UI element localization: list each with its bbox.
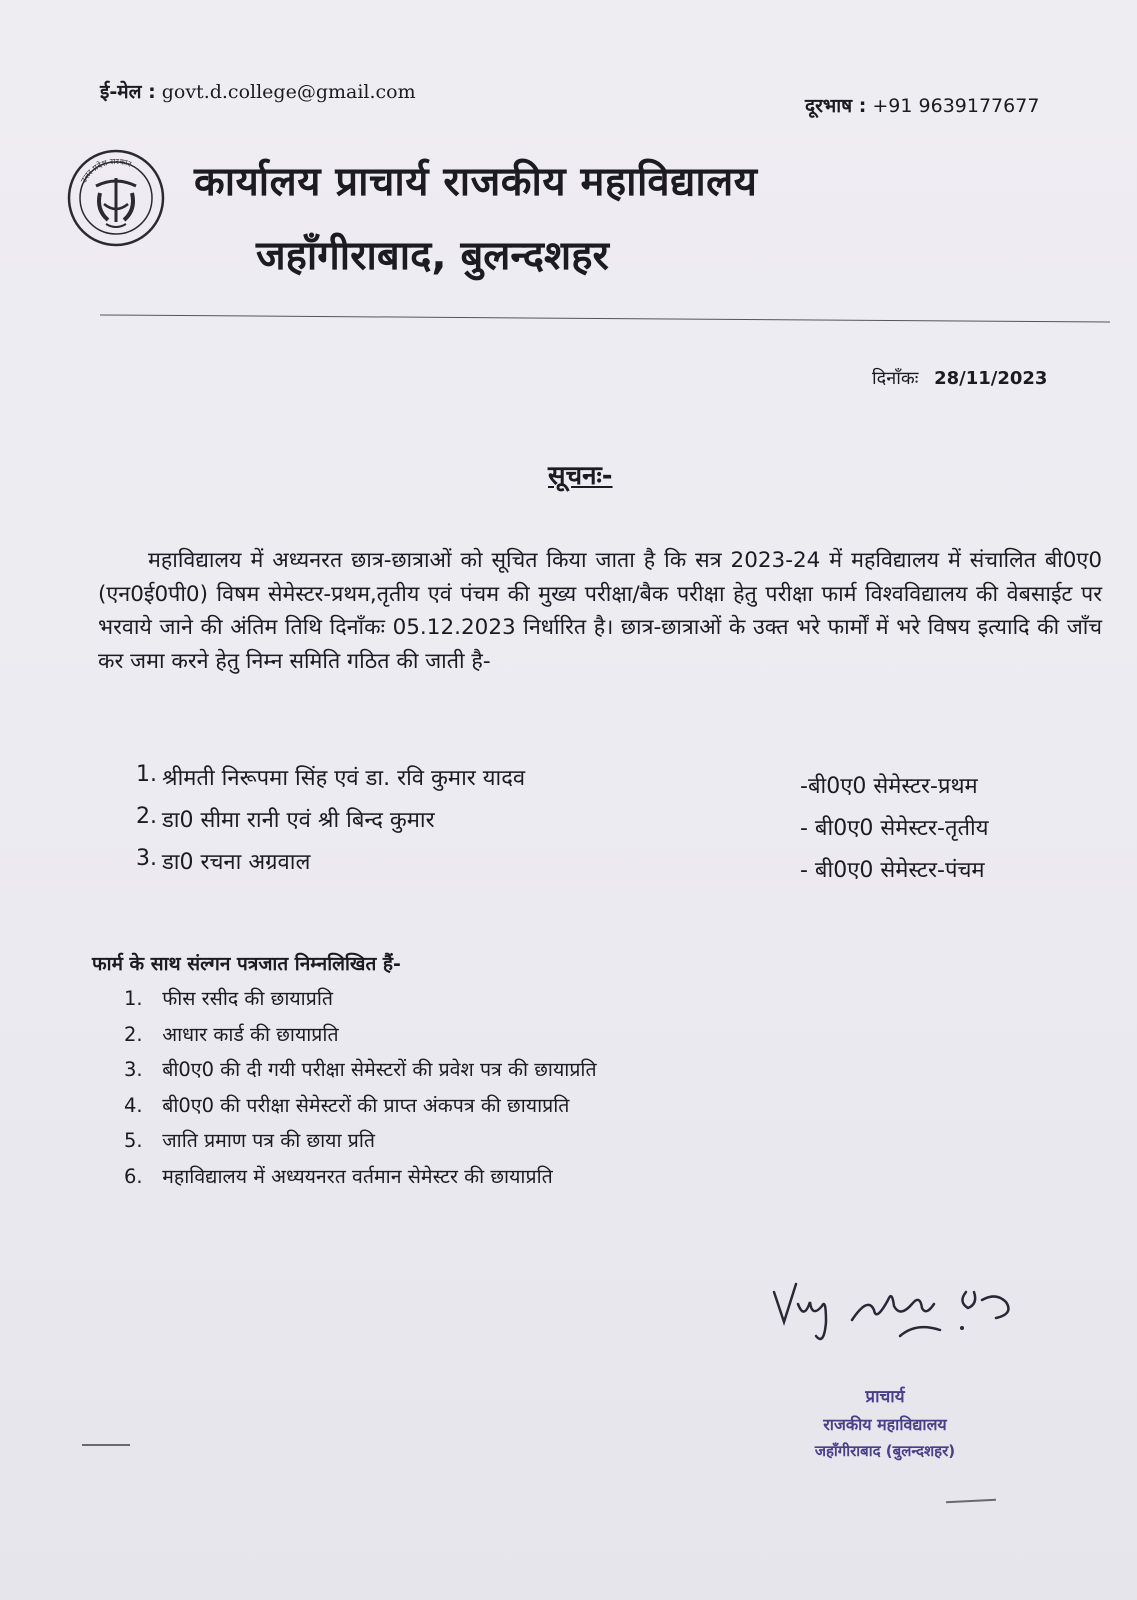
notice-title: सूचनः- (548, 461, 613, 491)
list-item-text: आधार कार्ड की छायाप्रति (162, 1022, 339, 1046)
list-item-text: जाति प्रमाण पत्र की छाया प्रति (162, 1129, 375, 1152)
list-item (124, 1055, 597, 1091)
committee-row (136, 762, 1056, 804)
list-item (124, 1091, 597, 1127)
principal-stamp (770, 1384, 1000, 1461)
committee-number: 2. (136, 804, 157, 829)
list-item-number: 4. (124, 1093, 143, 1117)
stamp-designation: प्राचार्य (865, 1387, 905, 1407)
phone-value: +91 9639177677 (872, 95, 1040, 117)
margin-mark (946, 1499, 996, 1504)
list-item (124, 1020, 597, 1056)
up-government-emblem-icon (66, 148, 166, 248)
email-value: govt.d.college@gmail.com (161, 81, 416, 103)
list-item-number: 5. (124, 1129, 143, 1152)
enclosures-list (124, 984, 597, 1197)
date-label: दिनाँकः (872, 368, 919, 389)
date-line (872, 366, 1047, 390)
list-item (124, 1162, 597, 1198)
committee-semester: - बी0ए0 सेमेस्टर-पंचम (800, 858, 985, 883)
list-item (124, 1126, 597, 1162)
list-item (124, 984, 597, 1020)
committee-number: 3. (136, 846, 157, 871)
committee-semester: - बी0ए0 सेमेस्टर-तृतीय (800, 816, 989, 841)
phone-label: दूरभाष : (805, 95, 867, 117)
date-value: 28/11/2023 (934, 368, 1048, 389)
committee-row (136, 804, 1056, 846)
list-item-number: 6. (124, 1164, 143, 1188)
office-title: कार्यालय प्राचार्य राजकीय महाविद्यालय (194, 159, 758, 205)
list-item-number: 2. (124, 1022, 143, 1046)
office-location: जहाँगीराबाद, बुलन्दशहर (256, 233, 609, 279)
committee-number: 1. (136, 762, 157, 787)
list-item-text: महाविद्यालय में अध्ययनरत वर्तमान सेमेस्टर की छायाप्रति (162, 1164, 553, 1188)
phone-line (805, 92, 1039, 118)
committee-row (136, 846, 1056, 888)
emblem-text: उत्तर प्रदेश सरकार (79, 156, 133, 185)
list-item-text: बी0ए0 की दी गयी परीक्षा सेमेस्टरों की प्रवेश पत्र की छायाप्रति (162, 1058, 597, 1081)
committee-members: श्रीमती निरूपमा सिंह एवं डा. रवि कुमार यादव (162, 766, 526, 791)
committee-members: डा0 सीमा रानी एवं श्री बिन्द कुमार (162, 808, 435, 833)
list-item-number: 3. (124, 1058, 143, 1081)
stamp-institution: राजकीय महाविद्यालय (823, 1415, 947, 1434)
list-item-text: बी0ए0 की परीक्षा सेमेस्टरों की प्राप्त अंकपत्र की छायाप्रति (162, 1093, 570, 1117)
principal-signature (770, 1262, 1040, 1362)
list-item-number: 1. (124, 987, 143, 1010)
committee-list (136, 762, 1056, 888)
margin-mark (82, 1444, 130, 1446)
enclosures-heading: फार्म के साथ संल्गन पत्रजात निम्नलिखित हैं- (92, 953, 401, 975)
email-line (100, 78, 416, 104)
notice-body: महाविद्यालय में अध्यनरत छात्र-छात्राओं को सूचित किया जाता है कि सत्र 2023-24 में महविद्यालय में संचालित बी0ए0 (एन0ई0पी0) विषम सेमेस्टर-प्रथम,तृतीय एवं पंचम की मुख्य परीक्षा/बैक परीक्षा हेतु परीक्षा फार्म विश्वविद्यालय की वेबसाईट पर भरवाये जाने की अंतिम तिथि दिनाँकः 05.12.2023 निर्धारित है। छात्र-छात्राओं के उक्त भरे फार्मों में भरे विषय इत्यादि की जाँच कर जमा करने हेतु निम्न समिति गठित की जाती है- (98, 548, 1102, 674)
committee-semester: -बी0ए0 सेमेस्टर-प्रथम (800, 774, 978, 799)
stamp-location: जहाँगीराबाद (बुलन्दशहर) (814, 1442, 956, 1460)
list-item-text: फीस रसीद की छायाप्रति (162, 987, 333, 1010)
header-divider (100, 314, 1110, 322)
email-label: ई-मेल : (100, 81, 156, 103)
committee-members: डा0 रचना अग्रवाल (162, 850, 311, 875)
